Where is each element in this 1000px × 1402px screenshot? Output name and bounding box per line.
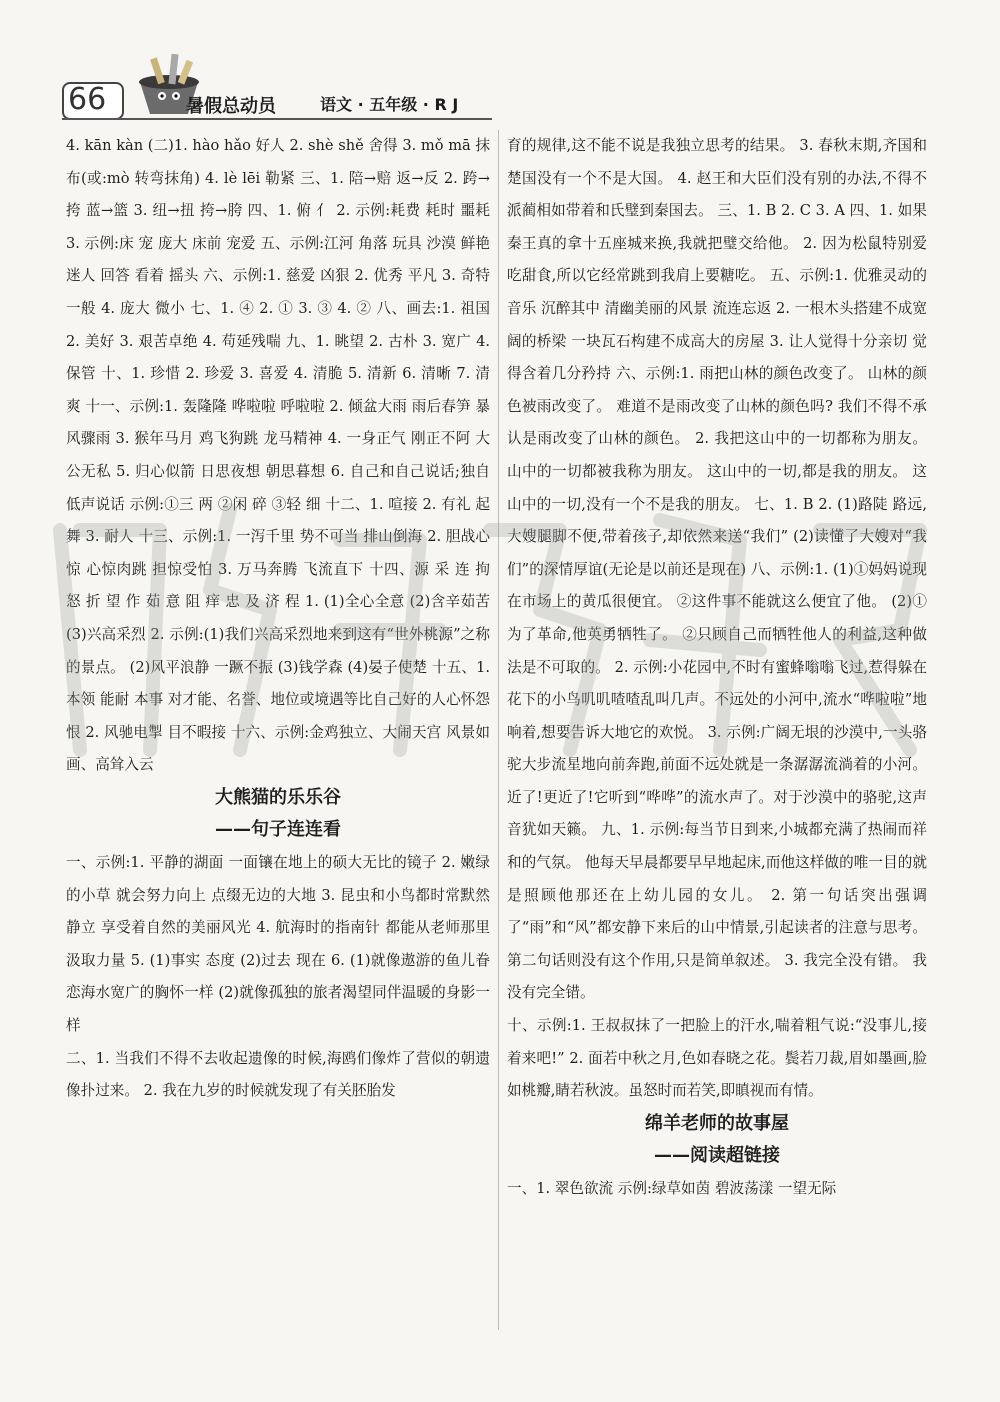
- section-title: 绵羊老师的故事屋: [645, 1112, 789, 1134]
- answer-paragraph: 育的规律,这不能不说是我独立思考的结果。 3. 春秋末期,齐国和楚国没有一个不是大国。 4. 赵王和大臣们没有别的办法,不得不派蔺相如带着和氏璧到秦国去。 三、1. B 2. C 3. A 四、1. 如果秦王真的拿十五座城来换,我就把璧交给他。 2. 因为松鼠特别爱吃甜食,所以它经常跳到我肩上要糖吃。 五、示例:1. 优雅灵动的音乐 沉醉其中 清幽美丽的风景 流连忘返 2. 一根木头搭建不成宽阔的桥梁 一块瓦石构建不成高大的房屋 3. 让人觉得十分亲切 觉得含着几分矜持 六、示例:1. 雨把山林的颜色改变了。 山林的颜色被雨改变了。 难道不是雨改变了山林的颜色吗? 我们不得不承认是雨改变了山林的颜色。 2. 我把这山中的一切都称为朋友。 山中的一切都被我称为朋友。 这山中的一切,都是我的朋友。 这山中的一切,没有一个不是我的朋友。 七、1. B 2. (1)路陡 路远,大嫂腿脚不便,带着孩子,却依然来送“我们” (2)读懂了大嫂对“我们”的深情厚谊(无论是以前还是现在) 八、示例:1. (1)①妈妈说现在市场上的黄瓜很便宜。 ②这件事不能就这么便宜了他。 (2)①为了革命,他英勇牺牲了。 ②只顾自己而牺牲他人的利益,这种做法是不可取的。 2. 示例:小花园中,不时有蜜蜂嗡嗡飞过,惹得躲在花下的小鸟叽叽喳喳乱叫几声。不远处的小河中,流水“哗啦啦”地响着,想要告诉大地它的欢悦。 3. 示例:广阔无垠的沙漠中,一头骆驼大步流星地向前奔跑,前面不远处就是一条潺潺流淌着的小河。近了!更近了!它听到“哗哗”的流水声了。对于沙漠中的骆驼,这声音犹如天籁。 九、1. 示例:每当节日到来,小城都充满了热闹而祥和的气氛。 他每天早晨都要早早地起床,而他这样做的唯一目的就是照顾他那还在上幼儿园的女儿。 2. 第一句话突出强调了“雨”和“风”都安静下来后的山中情景,引起读者的注意与思考。第二句话则没有这个作用,只是简单叙述。 3. 我完全没有错。 我没有完全错。: [507, 137, 927, 1002]
- answer-paragraph: 二、1. 当我们不得不去收起遗像的时候,海鸥们像炸了营似的朝遗像扑过来。 2. 我在九岁的时候就发现了有关胚胎发: [66, 1049, 490, 1100]
- section-subtitle: ——阅读超链接: [654, 1145, 780, 1167]
- page-number: 66: [68, 82, 107, 117]
- answer-paragraph: 4. kān kàn (二)1. hào hǎo 好人 2. shè shě 舍得 3. mǒ mā 抹布(或:mò 转弯抹角) 4. lè lēi 勒紧 三、1. 陪→赔 返→反 2. 跨→挎 蓝→篮 3. 纽→扭 挎→胯 四、1. 俯 亻 2. 示例:耗费 耗时 噩耗 3. 示例:床 宠 庞大 床前 宠爱 五、示例:江河 角落 玩具 沙漠 鲜艳 迷人 回答 看着 摇头 六、示例:1. 慈爱 凶狠 2. 优秀 平凡 3. 奇特 一般 4. 庞大 微小 七、1. ④ 2. ① 3. ③ 4. ② 八、画去:1. 祖国 2. 美好 3. 艰苦卓绝 4. 苟延残喘 九、1. 眺望 2. 古朴 3. 宽广 4. 保管 十、1. 珍惜 2. 珍爱 3. 喜爱 4. 清脆 5. 清新 6. 清晰 7. 清爽 十一、示例:1. 轰隆隆 哗啦啦 呼啦啦 2. 倾盆大雨 雨后春笋 暴风骤雨 3. 猴年马月 鸡飞狗跳 龙马精神 4. 一身正气 刚正不阿 大公无私 5. 归心似箭 日思夜想 朝思暮想 6. 自己和自己说话;独自低声说话 示例:①三 两 ②闲 碎 ③轻 细 十二、1. 喧接 2. 有礼 起舞 3. 耐人 十三、示例:1. 一泻千里 势不可当 排山倒海 2. 胆战心惊 心惊肉跳 担惊受怕 3. 万马奔腾 飞流直下 十四、源 采 连 拘 怒 折 望 作 茹 意 阻 痒 忠 及 济 程 1. (1)全心全意 (2)含辛茹苦 (3)兴高采烈 2. 示例:(1)我们兴高采烈地来到这有“世外桃源”之称的景点。 (2)风平浪静 一蹶不振 (3)钱学森 (4)晏子使楚 十五、1. 本领 能耐 本事 对才能、名誉、地位或境遇等比自己好的人心怀怨恨 2. 风驰电掣 目不暇接 十六、示例:金鸡独立、大闹天宫 风景如画、高耸入云: [66, 137, 490, 774]
- right-column: [507, 130, 927, 1206]
- answer-paragraph: 一、示例:1. 平静的湖面 一面镶在地上的硕大无比的镜子 2. 嫩绿的小草 就会努力向上 点缀无边的大地 3. 昆虫和小鸟都时常默然静立 享受着自然的美丽风光 4. 航海时的指南针 都能从老师那里汲取力量 5. (1)事实 态度 (2)过去 现在 6. (1)就像遨游的鱼儿眷恋海水宽广的胸怀一样 (2)就像孤独的旅者渴望同伴温暖的身影一样: [66, 854, 490, 1035]
- section-title: 大熊猫的乐乐谷: [215, 786, 341, 808]
- page-header: [62, 52, 492, 122]
- header-rule: [62, 118, 492, 120]
- section-subtitle: ——句子连连看: [215, 819, 341, 841]
- column-divider: [498, 130, 499, 1330]
- series-title: 暑假总动员: [186, 96, 276, 117]
- answer-paragraph: 一、1. 翠色欲流 示例:绿草如茵 碧波荡漾 一望无际: [507, 1180, 837, 1197]
- left-column: [66, 130, 490, 1108]
- subject-label: 语文 · 五年级 · R J: [320, 95, 459, 114]
- answer-paragraph: 十、示例:1. 王叔叔抹了一把脸上的汗水,喘着粗气说:“没事儿,接着来吧!” 2. 面若中秋之月,色如春晓之花。鬓若刀裁,眉如墨画,脸如桃瓣,睛若秋波。虽怒时而若笑,即瞋视而有情。: [507, 1017, 927, 1100]
